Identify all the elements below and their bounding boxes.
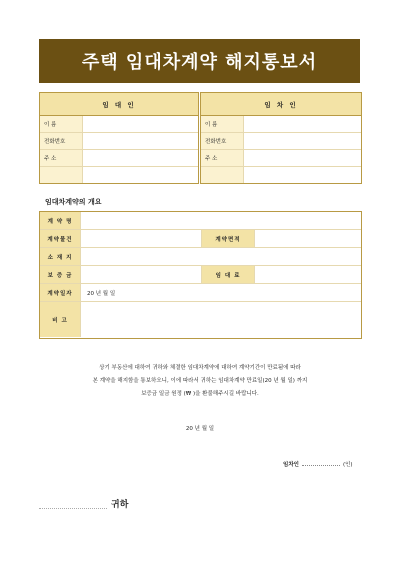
contract-row-location: [40, 248, 361, 266]
recipient-line: [39, 497, 159, 510]
lessor-address-label-2: [40, 167, 83, 183]
contract-rent-label: 임 대 료: [201, 266, 255, 283]
lessee-name-label: 이 름: [201, 116, 244, 132]
contract-location-label: 소 재 지: [40, 248, 81, 265]
lessor-address-label: 주 소: [40, 150, 83, 166]
contract-date-value[interactable]: 20 년 월 일: [87, 290, 116, 297]
lessee-address-label: 주 소: [201, 150, 244, 166]
lessee-address-row-2: [201, 167, 361, 183]
lessor-phone-label: 전화번호: [40, 133, 83, 149]
lessor-box: [39, 92, 199, 184]
contract-row-deposit: [40, 266, 361, 284]
contract-row-date: [40, 284, 361, 302]
lessee-phone-label: 전화번호: [201, 133, 244, 149]
lessee-address-row: [201, 150, 361, 167]
contract-row-name: [40, 212, 361, 230]
contract-row-remarks: [40, 302, 361, 337]
recipient-label: 귀하: [111, 500, 129, 510]
contract-property-label: 계약물건: [40, 230, 81, 247]
contract-row-property: [40, 230, 361, 248]
signature-blank[interactable]: [302, 465, 340, 466]
lessor-heading: 임 대 인: [40, 93, 198, 116]
lessee-phone-value[interactable]: [244, 133, 361, 149]
contract-deposit-label: 보 증 금: [40, 266, 81, 283]
lessee-name-value[interactable]: [244, 116, 361, 132]
lessor-name-row: [40, 116, 198, 133]
signature-line: [283, 460, 363, 468]
contract-name-label: 계 약 명: [40, 212, 81, 229]
contract-name-value[interactable]: [81, 212, 361, 229]
lessee-heading: 임 차 인: [201, 93, 361, 116]
contract-table: [39, 211, 362, 339]
notice-date: 20 년 월 일: [185, 426, 215, 432]
lessee-address-value-2[interactable]: [244, 167, 361, 183]
lessee-phone-row: [201, 133, 361, 150]
lessor-address-value-2[interactable]: [83, 167, 198, 183]
contract-rent-value[interactable]: [255, 266, 361, 283]
lessee-address-label-2: [201, 167, 244, 183]
contract-location-value[interactable]: [81, 248, 361, 265]
document-title: 주택 임대차계약 해지통보서: [39, 39, 360, 83]
section-title: 임대차계약의 개요: [45, 198, 102, 206]
contract-date-label: 계약일자: [40, 284, 81, 301]
lessor-name-label: 이 름: [40, 116, 83, 132]
lessee-address-value[interactable]: [244, 150, 361, 166]
lessor-address-row: [40, 150, 198, 167]
seal-mark: (인): [342, 462, 353, 468]
lessee-name-row: [201, 116, 361, 133]
contract-remarks-value[interactable]: [81, 302, 361, 337]
lessee-box: [200, 92, 362, 184]
signature-label: 임차인: [283, 462, 299, 468]
contract-property-value[interactable]: [81, 230, 201, 247]
contract-remarks-label: 비 고: [40, 302, 81, 337]
lessor-phone-value[interactable]: [83, 133, 198, 149]
lessor-name-value[interactable]: [83, 116, 198, 132]
body-line-1: 상기 부동산에 대하여 귀하와 체결한 임대차계약에 대하여 계약기간이 만료됨에 따라: [99, 365, 301, 371]
contract-area-value[interactable]: [255, 230, 361, 247]
body-line-3: 보증금 일금 원정 (₩ )을 환불해주시길 바랍니다.: [141, 391, 259, 397]
lessor-address-value[interactable]: [83, 150, 198, 166]
contract-deposit-value[interactable]: [81, 266, 201, 283]
lessor-address-row-2: [40, 167, 198, 183]
body-line-2: 본 계약을 해지함을 통보하오니, 이에 따라서 귀하는 임대차계약 만료일(20 년 월 일) 까지: [92, 378, 308, 384]
contract-area-label: 계약면적: [201, 230, 255, 247]
lessor-phone-row: [40, 133, 198, 150]
recipient-blank[interactable]: [39, 498, 107, 509]
